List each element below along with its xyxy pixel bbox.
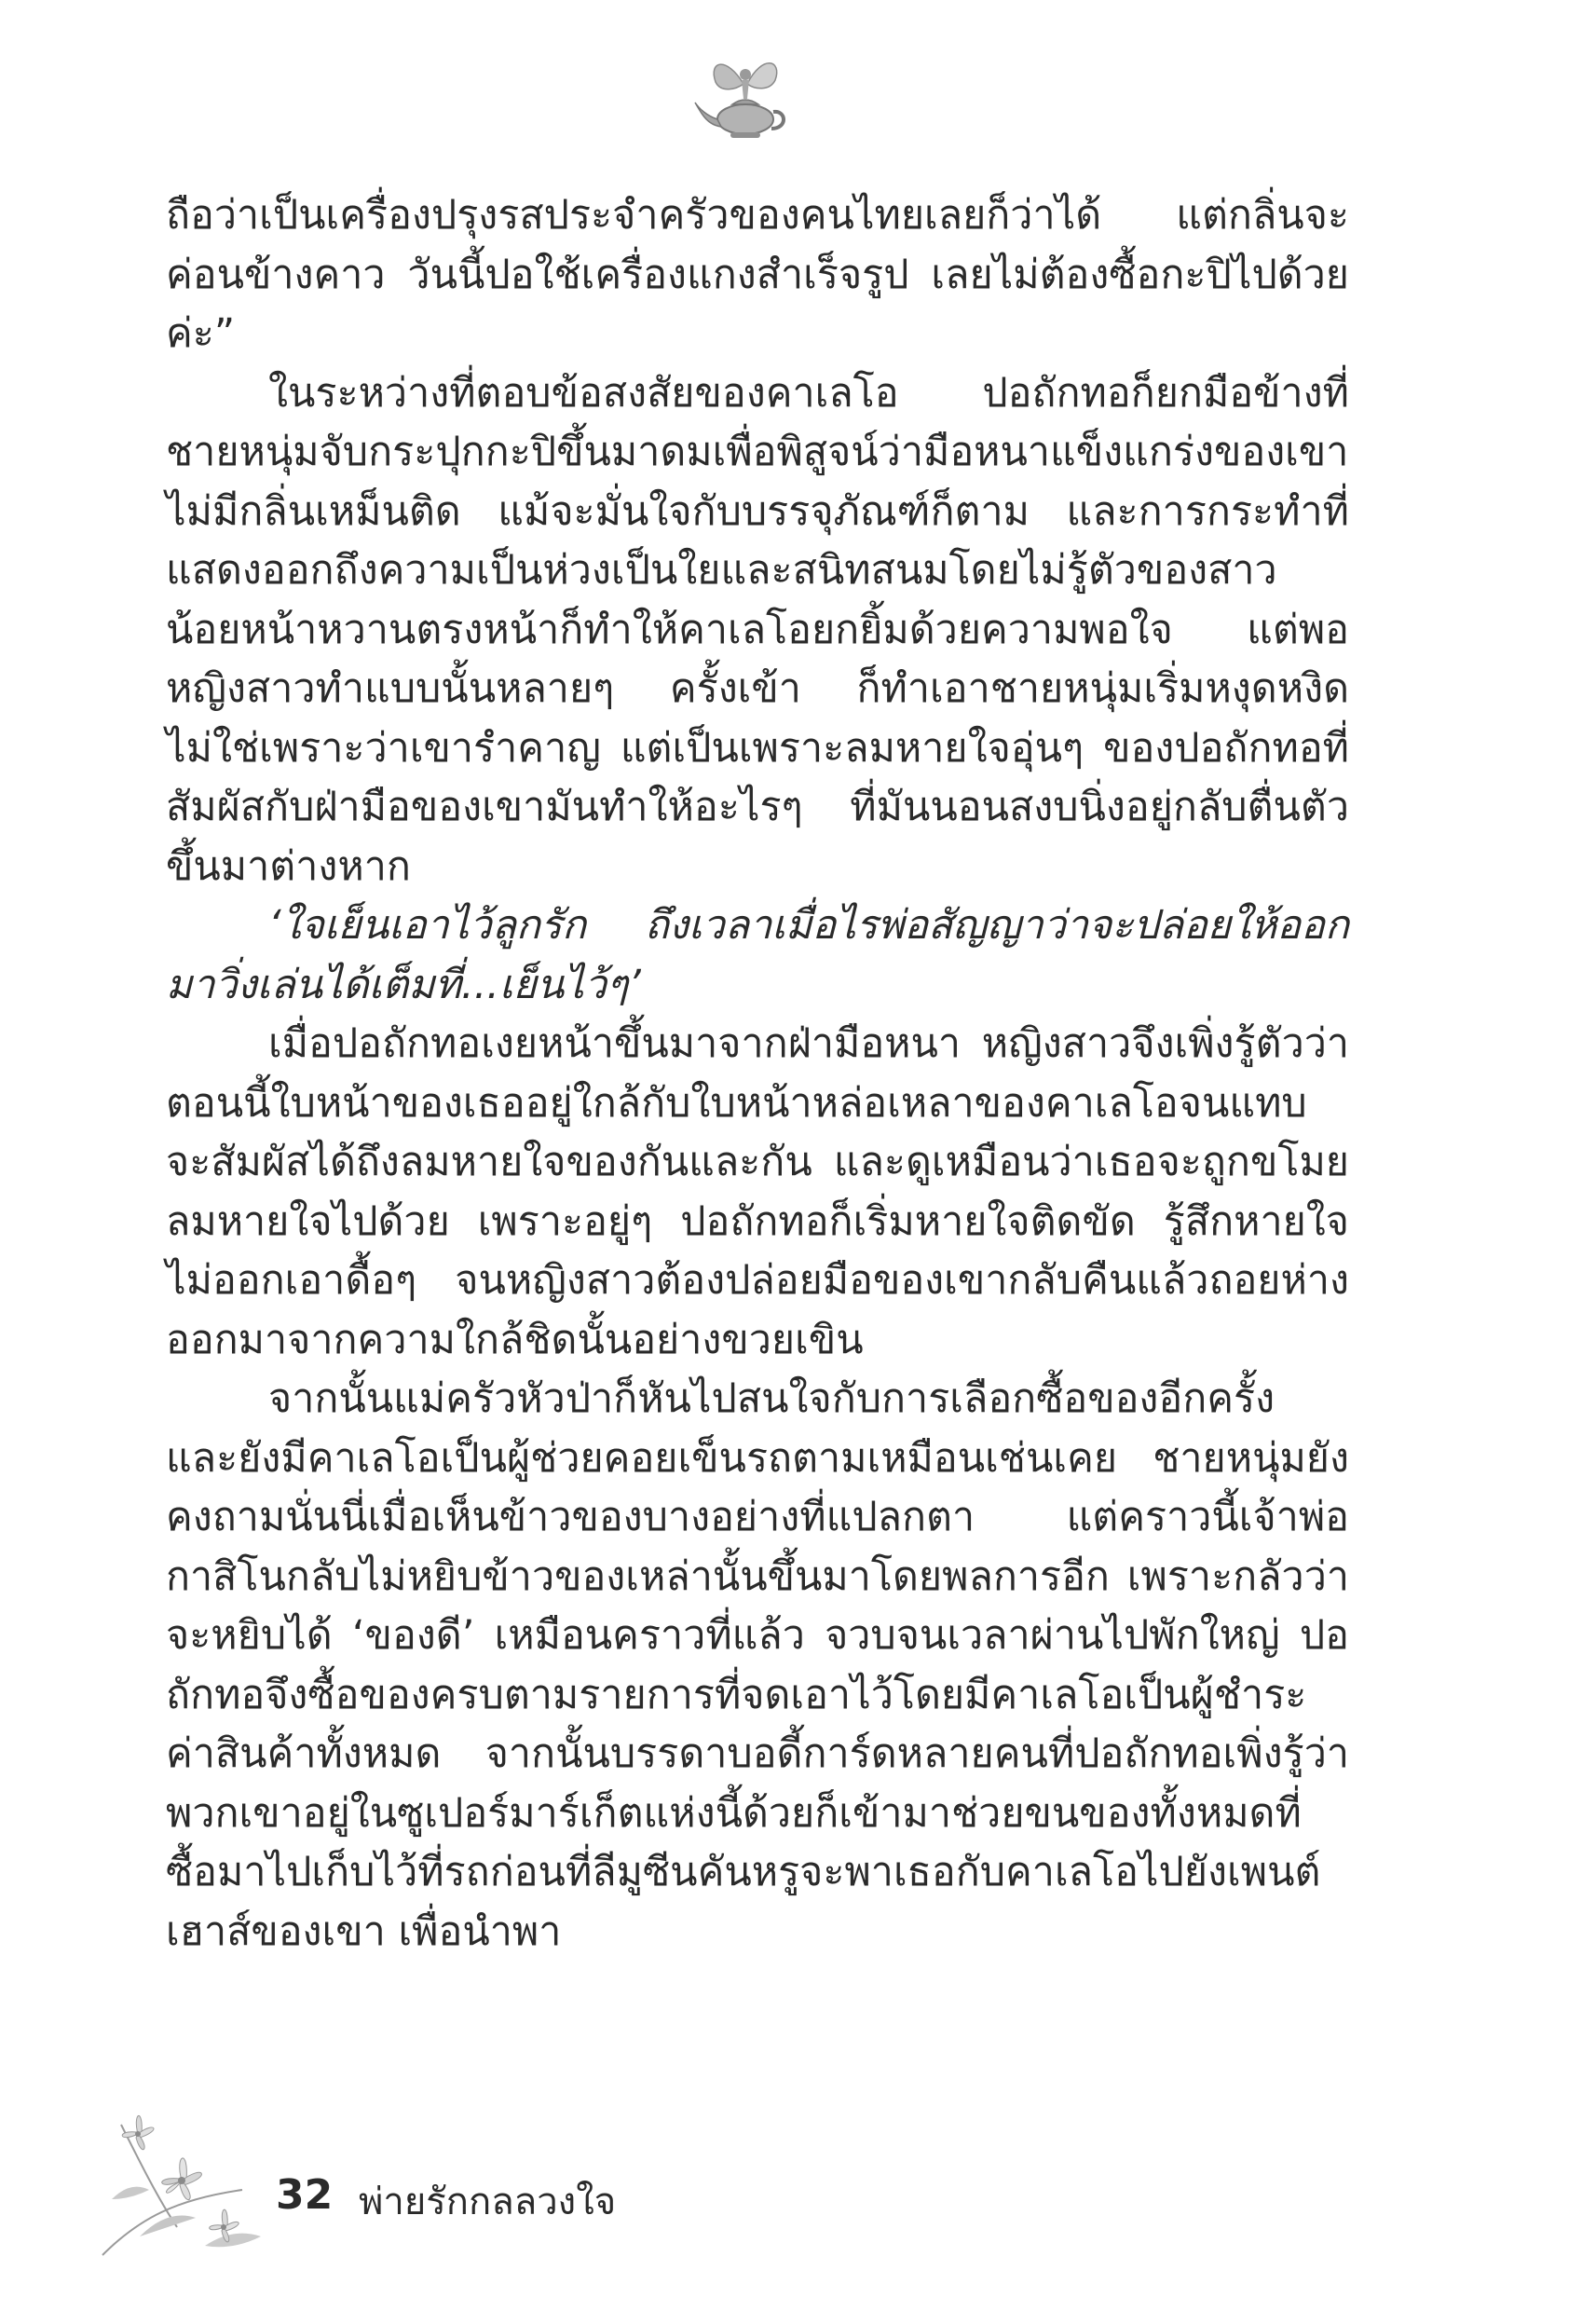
paragraph: ‘ใจเย็นเอาไว้ลูกรัก ถึงเวลาเมื่อไรพ่อสัญญาว่าจะปล่อยให้ออกมาวิ่งเล่นได้เต็มที่...เย็นไว้ๆ’: [166, 902, 1349, 1008]
paragraph: ถือว่าเป็นเครื่องปรุงรสประจำครัวของคนไทยเลยก็ว่าได้ แต่กลิ่นจะค่อนข้างคาว วันนี้ปอใช้เครื่องแกงสำเร็จรูป เลยไม่ต้องซื้อกะปิไปด้วยค่ะ”: [166, 192, 1349, 357]
teapot-fairy-icon: [689, 47, 801, 149]
paragraph: จากนั้นแม่ครัวหัวป่าก็หันไปสนใจกับการเลือกซื้อของอีกครั้ง และยังมีคาเลโอเป็นผู้ช่วยคอยเข็นรถตามเหมือนเช่นเคย ชายหนุ่มยังคงถามนั่นนี่เมื่อเห็นข้าวของบางอย่างที่แปลกตา แต่คราวนี้เจ้าพ่อกาสิโนกลับไม่หยิบข้าวของเหล่านั้นขึ้นมาโดยพลการอีก เพราะกลัวว่าจะหยิบได้ ‘ของดี’ เหมือนคราวที่แล้ว จวบจนเวลาผ่านไปพักใหญ่ ปอถักทอจึงซื้อของครบตามรายการที่จดเอาไว้โดยมีคาเลโอเป็นผู้ชำระค่าสินค้าทั้งหมด จากนั้นบรรดาบอดี้การ์ดหลายคนที่ปอถักทอเพิ่งรู้ว่าพวกเขาอยู่ในซูเปอร์มาร์เก็ตแห่งนี้ด้วยก็เข้ามาช่วยขนของทั้งหมดที่ซื้อมาไปเก็บไว้ที่รถก่อนที่ลีมูซีนคันหรูจะพาเธอกับคาเลโอไปยังเพนต์เฮาส์ของเขา เพื่อนำพา: [166, 1375, 1349, 1955]
paragraph: เมื่อปอถักทอเงยหน้าขึ้นมาจากฝ่ามือหนา หญิงสาวจึงเพิ่งรู้ตัวว่าตอนนี้ใบหน้าของเธออยู่ใกล้กับใบหน้าหล่อเหลาของคาเลโอจนแทบจะสัมผัสได้ถึงลมหายใจของกันและกัน และดูเหมือนว่าเธอจะถูกขโมยลมหายใจไปด้วย เพราะอยู่ๆ ปอถักทอก็เริ่มหายใจติดขัด รู้สึกหายใจไม่ออกเอาดื้อๆ จนหญิงสาวต้องปล่อยมือของเขากลับคืนแล้วถอยห่างออกมาจากความใกล้ชิดนั้นอย่างขวยเขิน: [166, 1020, 1349, 1363]
lily-flower-icon: [84, 2087, 280, 2274]
book-title: พ่ายรักกลลวงใจ: [359, 2181, 617, 2223]
body-text: [166, 186, 1349, 1962]
paragraph: ในระหว่างที่ตอบข้อสงสัยของคาเลโอ ปอถักทอก็ยกมือข้างที่ชายหนุ่มจับกระปุกกะปิขึ้นมาดมเพื่อพิสูจน์ว่ามือหนาแข็งแกร่งของเขาไม่มีกลิ่นเหม็นติด แม้จะมั่นใจกับบรรจุภัณฑ์ก็ตาม และการกระทำที่แสดงออกถึงความเป็นห่วงเป็นใยและสนิทสนมโดยไม่รู้ตัวของสาวน้อยหน้าหวานตรงหน้าก็ทำให้คาเลโอยกยิ้มด้วยความพอใจ แต่พอหญิงสาวทำแบบนั้นหลายๆ ครั้งเข้า ก็ทำเอาชายหนุ่มเริ่มหงุดหงิด ไม่ใช่เพราะว่าเขารำคาญ แต่เป็นเพราะลมหายใจอุ่นๆ ของปอถักทอที่สัมผัสกับฝ่ามือของเขามันทำให้อะไรๆ ที่มันนอนสงบนิ่งอยู่กลับตื่นตัวขึ้นมาต่างหาก: [166, 369, 1349, 890]
page-number: 32: [276, 2171, 334, 2219]
page-footer: [0, 2087, 1596, 2274]
